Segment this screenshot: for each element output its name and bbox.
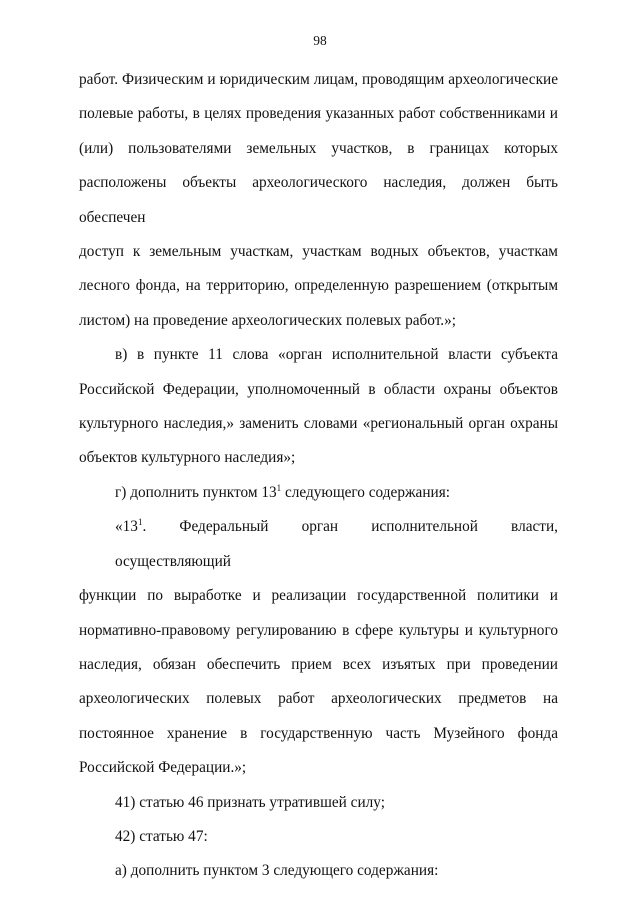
text-fragment: следующего содержания:: [281, 483, 451, 501]
paragraph-item-v: [79, 338, 558, 476]
paragraph-clause-13-1: [79, 510, 558, 785]
text-line: доступ к земельным участкам, участкам водных объектов, участкам: [79, 243, 558, 261]
text-line: в) в пункте 11 слова «орган исполнительной власти субъекта: [115, 346, 558, 364]
text-line: культурного наследия,» заменить словами «региональный орган охраны: [79, 415, 558, 433]
text-line: работ. Физическим и юридическим лицам, проводящим археологические: [79, 71, 558, 88]
text-line: листом) на проведение археологических полевых работ.»;: [79, 311, 456, 329]
text-line: археологических полевых работ археологических предметов на: [79, 690, 558, 708]
text-line: [79, 510, 558, 579]
text-line: полевые работы, в целях проведения указанных работ собственниками и: [79, 105, 558, 123]
paragraph-access-to-land: [79, 63, 558, 338]
superscript: 1: [276, 482, 282, 493]
text-line: лесного фонда, на территорию, определенную разрешением (открытым: [79, 277, 558, 295]
text-line: нормативно-правовому регулированию в сфере культуры и культурного: [79, 621, 558, 639]
paragraph-item-a: [79, 854, 558, 888]
text-line: Российской Федерации, уполномоченный в области охраны объектов: [79, 380, 558, 398]
superscript: 1: [137, 517, 143, 528]
text-fragment: г) дополнить пунктом 13: [115, 483, 277, 501]
paragraph-item-42: [79, 820, 558, 854]
text-fragment: . Федеральный орган исполнительной власти, осуществляющий: [115, 518, 558, 570]
page-number: 98: [313, 33, 327, 48]
text-line: а) дополнить пунктом 3 следующего содержания:: [115, 862, 439, 880]
text-line: наследия, обязан обеспечить прием всех изъятых при проведении: [79, 655, 558, 673]
paragraph-item-g: [79, 476, 558, 510]
text-line: Российской Федерации.»;: [79, 759, 247, 777]
text-line: (или) пользователями земельных участков, в границах которых: [79, 139, 558, 157]
text-line: 41) статью 46 признать утратившей силу;: [115, 793, 385, 811]
text-line: объектов культурного наследия»;: [79, 449, 296, 467]
text-line: [79, 476, 558, 510]
text-line: постоянное хранение в государственную часть Музейного фонда: [79, 724, 558, 742]
document-body: [79, 63, 558, 889]
text-line: расположены объекты археологического наследия, должен быть обеспечен: [79, 174, 558, 226]
text-line: функции по выработке и реализации государственной политики и: [79, 587, 558, 605]
paragraph-item-41: [79, 786, 558, 820]
text-fragment: «13: [115, 518, 138, 536]
text-line: 42) статью 47:: [115, 827, 208, 845]
